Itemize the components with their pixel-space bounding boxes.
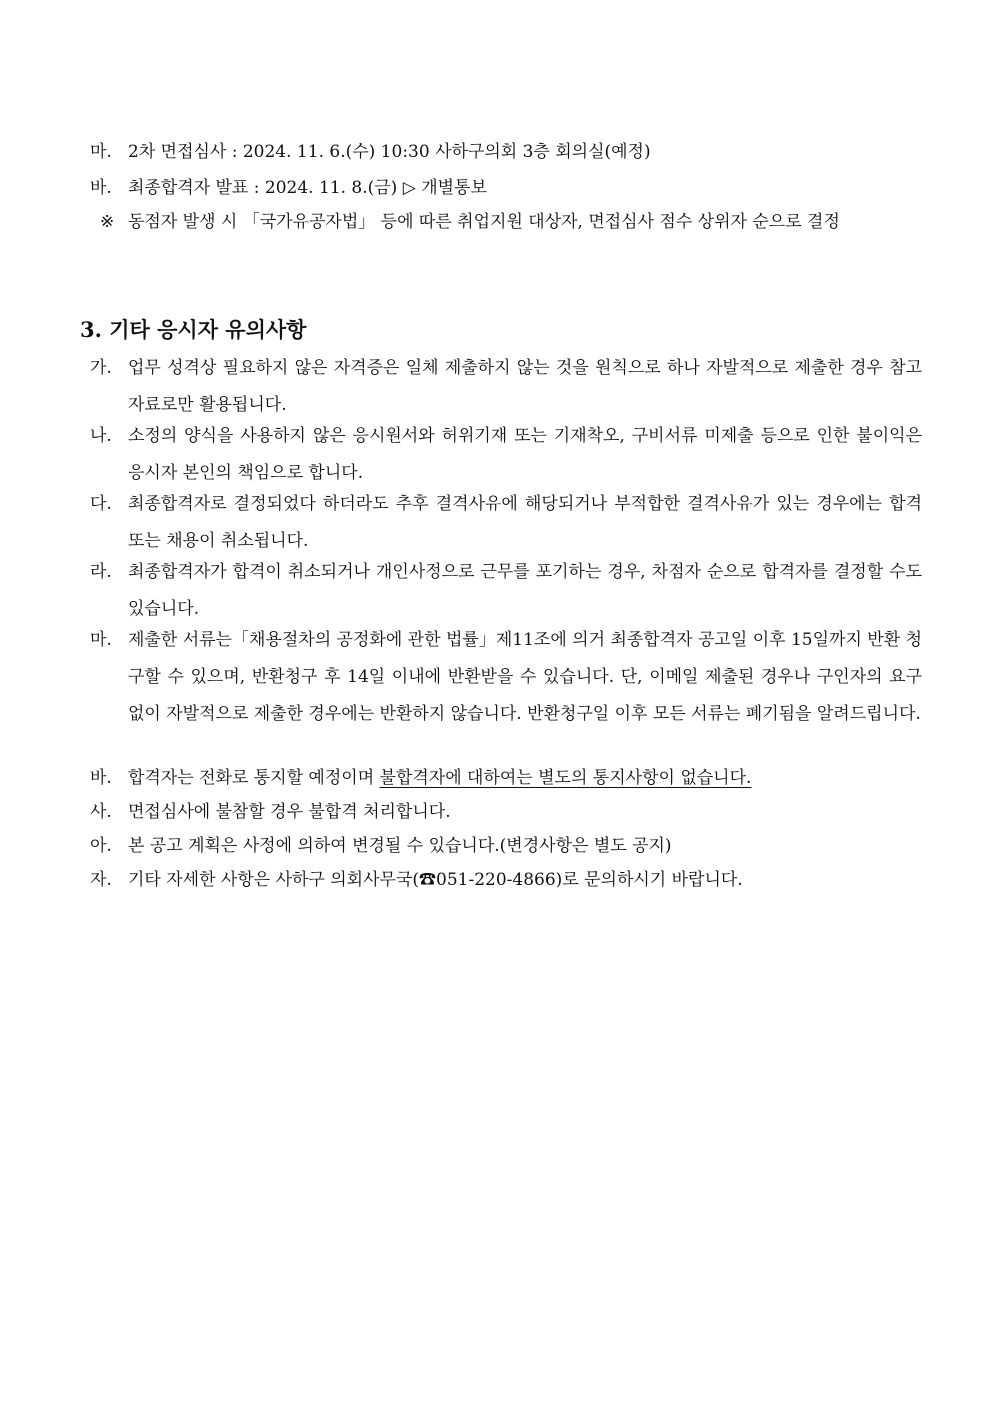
list-item [90, 554, 922, 628]
item-marker: 마. [90, 630, 112, 650]
list-item [90, 622, 922, 733]
item-text: 제출한 서류는「채용절차의 공정화에 관한 법률」제11조에 의거 최종합격자 공고일 이후 15일까지 반환 청구할 수 있으며, 반환청구 후 14일 이내에 반환받을 수 있습니다. 단, 이메일 제출된 경우나 구인자의 요구 없이 자발적으로 제출한 경우에는 반환하지 않습니다. 반환청구일 이후 모든 서류는 폐기됨을 알려드립니다. [128, 630, 922, 724]
item-marker: 아. [90, 836, 112, 856]
list-item [90, 794, 922, 831]
item-marker: 가. [90, 358, 112, 378]
item-marker: 바. [90, 768, 112, 788]
section-heading: 3. 기타 응시자 유의사항 [80, 317, 307, 342]
item-text: 기타 자세한 사항은 사하구 의회사무국(☎051-220-4866)로 문의하시기 바랍니다. [128, 870, 743, 890]
list-item [90, 418, 922, 492]
item-marker: 사. [90, 802, 112, 822]
list-item [90, 828, 922, 865]
list-item [90, 486, 922, 560]
item-text: 면접심사에 불참할 경우 불합격 처리합니다. [128, 802, 451, 822]
item-text: 최종합격자 발표 : 2024. 11. 8.(금) ▷ 개별통보 [128, 178, 487, 198]
list-item [90, 760, 922, 797]
schedule-item-interview [90, 134, 922, 170]
item-text: 최종합격자가 합격이 취소되거나 개인사정으로 근무를 포기하는 경우, 차점자 순으로 합격자를 결정할 수도 있습니다. [128, 562, 922, 619]
item-text-plain: 합격자는 전화로 통지할 예정이며 [128, 768, 380, 788]
item-text: 소정의 양식을 사용하지 않은 응시원서와 허위기재 또는 기재착오, 구비서류 미제출 등으로 인한 불이익은 응시자 본인의 책임으로 합니다. [128, 426, 922, 483]
item-text: 2차 면접심사 : 2024. 11. 6.(수) 10:30 사하구의회 3층 회의실(예정) [128, 142, 651, 162]
list-item [90, 350, 922, 424]
item-text: 최종합격자로 결정되었다 하더라도 추후 결격사유에 해당되거나 부적합한 결격사유가 있는 경우에는 합격 또는 채용이 취소됩니다. [128, 494, 922, 551]
schedule-item-announcement [90, 170, 922, 206]
item-marker: 라. [90, 562, 112, 582]
note-text: 동점자 발생 시 「국가유공자법」 등에 따른 취업지원 대상자, 면접심사 점수 상위자 순으로 결정 [128, 212, 840, 232]
item-marker: 마. [90, 142, 112, 162]
item-marker: 나. [90, 426, 112, 446]
list-item [90, 862, 922, 899]
item-text-underlined: 불합격자에 대하여는 별도의 통지사항이 없습니다. [379, 768, 752, 788]
item-text [128, 760, 922, 797]
note-marker: ※ [100, 212, 115, 232]
item-marker: 바. [90, 178, 112, 198]
tie-break-note [100, 205, 922, 239]
item-text: 업무 성격상 필요하지 않은 자격증은 일체 제출하지 않는 것을 원칙으로 하나 자발적으로 제출한 경우 참고자료로만 활용됩니다. [128, 358, 922, 415]
item-text: 본 공고 계획은 사정에 의하여 변경될 수 있습니다.(변경사항은 별도 공지) [128, 836, 672, 856]
item-marker: 자. [90, 870, 112, 890]
item-marker: 다. [90, 494, 112, 514]
